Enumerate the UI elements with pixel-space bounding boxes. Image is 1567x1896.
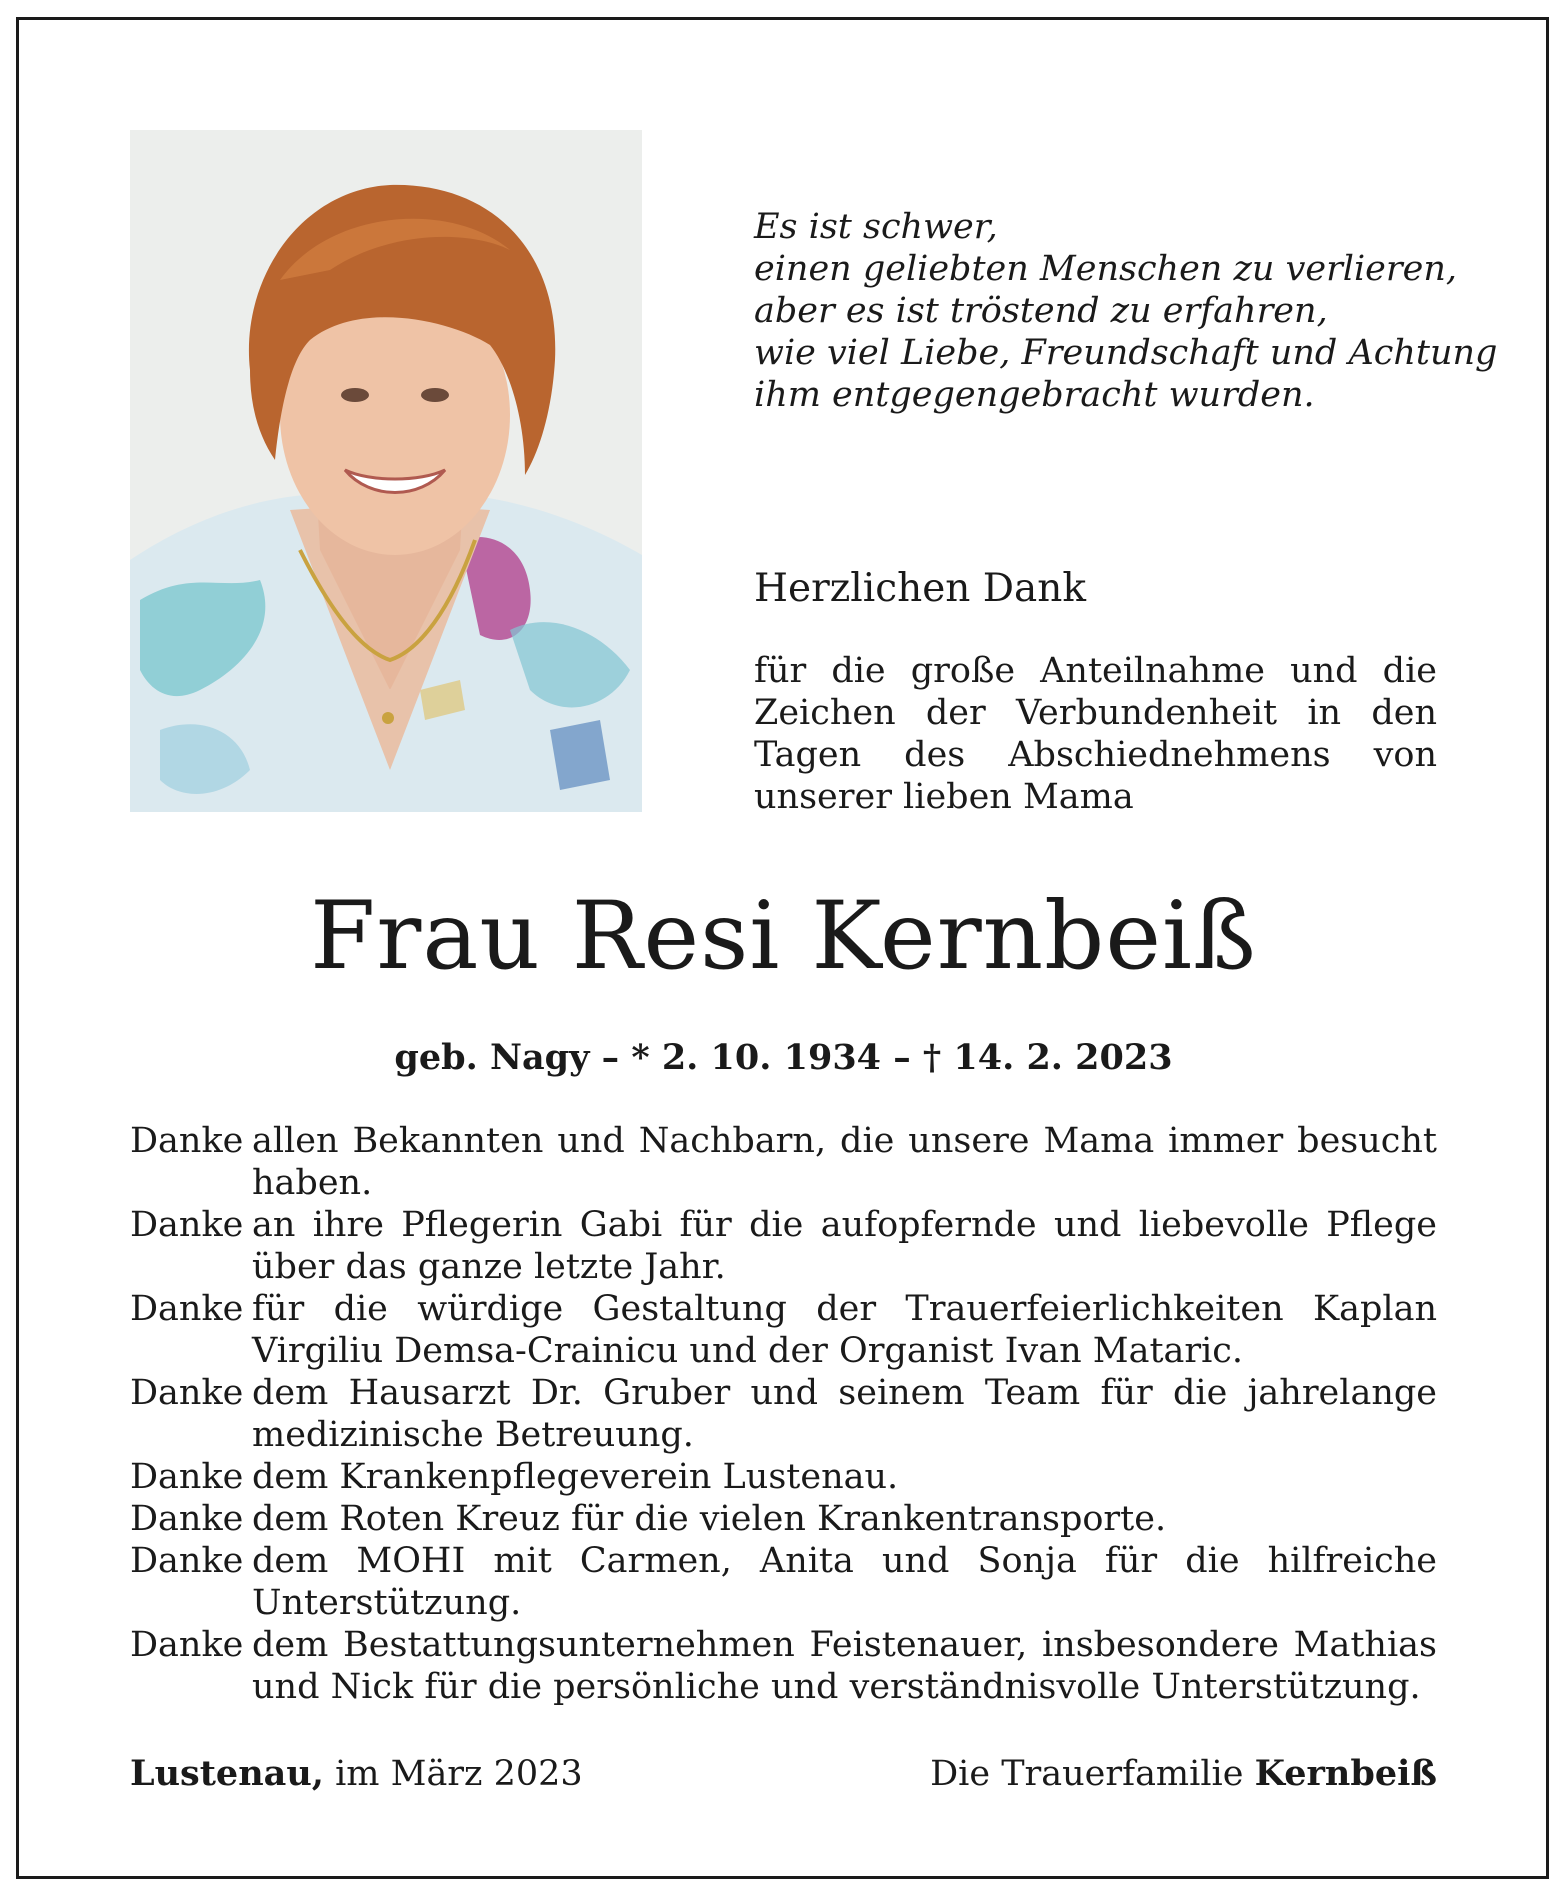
list-item (130, 1624, 1437, 1708)
list-item (130, 1498, 1437, 1540)
deceased-name: Frau Resi Kernbeiß (310, 882, 1257, 991)
list-item (130, 1372, 1437, 1456)
footer-date: im März 2023 (335, 1754, 583, 1794)
quote-line: einen geliebten Menschen zu verlieren, (754, 249, 1458, 289)
portrait-photo (130, 130, 642, 812)
quote-line: Es ist schwer, (754, 207, 998, 247)
danke-word: Danke (130, 1457, 244, 1497)
danke-word: Danke (130, 1541, 244, 1581)
list-item (130, 1120, 1437, 1204)
danke-text: dem Hausarzt Dr. Gruber und seinem Team für die jahrelange medizinische Betreuung. (252, 1373, 1437, 1455)
danke-word: Danke (130, 1499, 244, 1539)
danke-text: dem Bestattungsunternehmen Feistenauer, insbesondere Mathias und Nick für die persönliche und verständnisvolle Unterstützung. (252, 1625, 1437, 1707)
danke-list (130, 1120, 1437, 1708)
danke-text: für die würdige Gestaltung der Trauerfeierlichkeiten Kaplan Virgiliu Demsa-Crainicu und der Organist Ivan Mataric. (252, 1289, 1437, 1371)
footer-place-date (130, 1752, 583, 1796)
list-item (130, 1288, 1437, 1372)
danke-word: Danke (130, 1289, 244, 1329)
footer-family-name: Kernbeiß (1254, 1753, 1437, 1794)
footer-family (930, 1752, 1437, 1796)
list-item (130, 1456, 1437, 1498)
footer-family-prefix: Die Trauerfamilie (930, 1754, 1244, 1794)
danke-text: dem Krankenpflegeverein Lustenau. (252, 1457, 899, 1497)
danke-text: allen Bekannten und Nachbarn, die unsere Mama immer besucht haben. (252, 1121, 1437, 1203)
condolence-quote (754, 206, 1498, 416)
thanks-text: für die große Anteilnahme und die Zeichen der Verbundenheit in den Tagen des Abschiednehmens von unserer lieben Mama (754, 651, 1437, 817)
danke-text: an ihre Pflegerin Gabi für die aufopfernde und liebevolle Pflege über das ganze letzte Jahr. (252, 1205, 1437, 1287)
danke-word: Danke (130, 1205, 244, 1245)
danke-word: Danke (130, 1121, 244, 1161)
list-item (130, 1204, 1437, 1288)
danke-word: Danke (130, 1373, 244, 1413)
thanks-heading: Herzlichen Dank (754, 566, 1087, 611)
footer-place: Lustenau, (130, 1753, 324, 1794)
quote-line: aber es ist tröstend zu erfahren, (754, 291, 1328, 331)
danke-text: dem Roten Kreuz für die vielen Krankentransporte. (252, 1499, 1167, 1539)
list-item (130, 1540, 1437, 1624)
quote-line: ihm entgegengebracht wurden. (754, 375, 1315, 415)
danke-text: dem MOHI mit Carmen, Anita und Sonja für die hilfreiche Unterstützung. (252, 1541, 1437, 1623)
quote-line: wie viel Liebe, Freundschaft und Achtung (754, 333, 1498, 373)
deceased-dates: geb. Nagy – * 2. 10. 1934 – † 14. 2. 2023 (394, 1037, 1173, 1078)
danke-word: Danke (130, 1625, 244, 1665)
